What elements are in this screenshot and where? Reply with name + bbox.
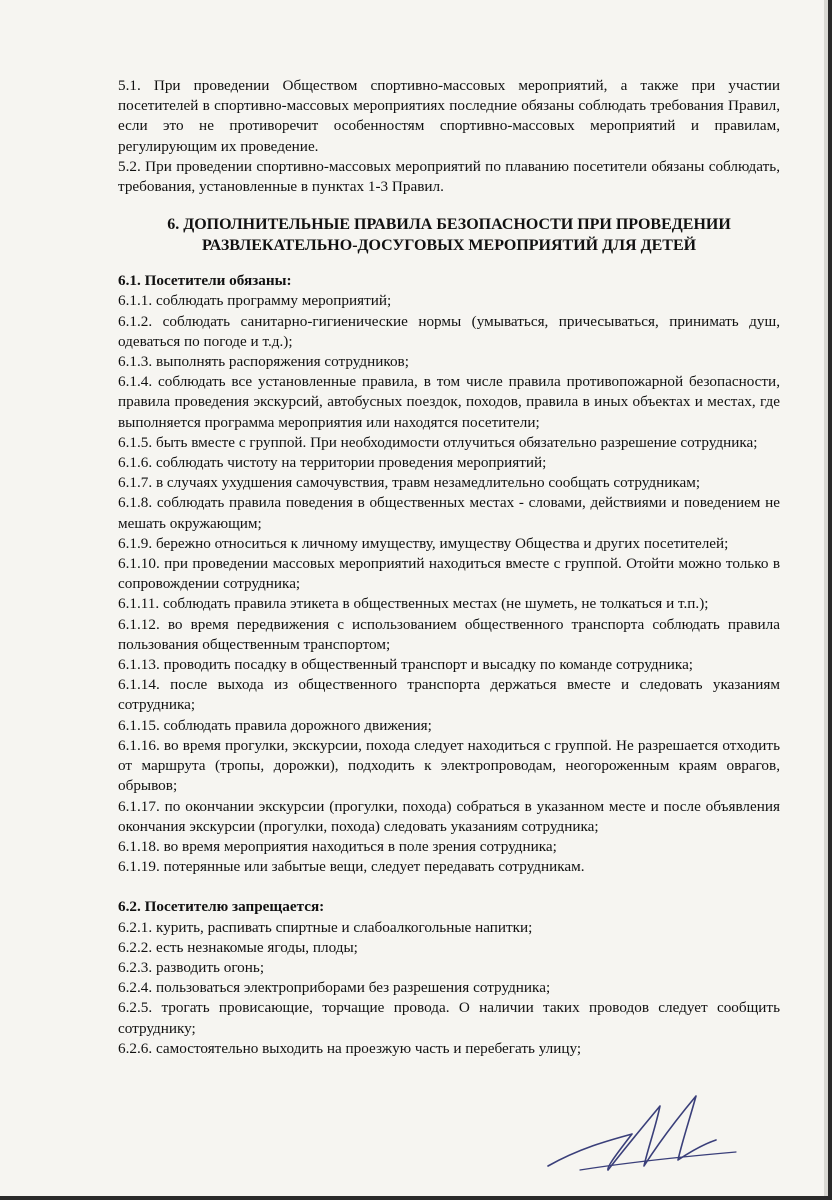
list-item: 6.1.2. соблюдать санитарно-гигиенические нормы (умываться, причесываться, принимать душ, одеваться по погоде и т.д.);: [118, 312, 780, 350]
list-item: 6.1.19. потерянные или забытые вещи, следует передавать сотрудникам.: [118, 858, 585, 876]
list-item: 6.1.5. быть вместе с группой. При необходимости отлучиться обязательно разрешение сотрудника;: [118, 433, 758, 451]
list-item: 6.1.8. соблюдать правила поведения в общественных местах - словами, действиями и поведением не мешать окружающим;: [118, 494, 780, 532]
list-item: 6.1.3. выполнять распоряжения сотрудников;: [118, 353, 409, 371]
subsection-6-2-heading: 6.2. Посетителю запрещается:: [118, 898, 325, 916]
list-item: 6.2.2. есть незнакомые ягоды, плоды;: [118, 938, 358, 956]
list-item: 6.1.6. соблюдать чистоту на территории проведения мероприятий;: [118, 454, 547, 472]
document-body: [118, 76, 780, 1059]
list-item: 6.1.18. во время мероприятия находиться в поле зрения сотрудника;: [118, 837, 557, 855]
subsection-6-1-heading: 6.1. Посетители обязаны:: [118, 272, 292, 290]
list-item: 6.2.1. курить, распивать спиртные и слабоалкогольные напитки;: [118, 918, 533, 936]
section-gap: [118, 877, 780, 897]
paragraph-5-1: 5.1. При проведении Обществом спортивно-массовых мероприятий, а также при участии посетителей в спортивно-массовых мероприятиях последние обязаны соблюдать требования Правил, если это не противоречит особенностям спортивно-массовых мероприятий и правилам, регулирующим их проведение.: [118, 77, 780, 155]
list-item: 6.1.14. после выхода из общественного транспорта держаться вместе и следовать указаниям сотрудника;: [118, 676, 780, 714]
list-item: 6.1.7. в случаях ухудшения самочувствия, травм незамедлительно сообщать сотрудникам;: [118, 474, 701, 492]
list-item: 6.1.17. по окончании экскурсии (прогулки, похода) собраться в указанном месте и после объявления окончания экскурсии (прогулки, похода) следовать указаниям сотрудника;: [118, 797, 780, 835]
list-item: 6.1.10. при проведении массовых мероприятий находиться вместе с группой. Отойти можно только в сопровождении сотрудника;: [118, 555, 780, 593]
list-item: 6.2.6. самостоятельно выходить на проезжую часть и перебегать улицу;: [118, 1039, 582, 1057]
list-item: 6.1.16. во время прогулки, экскурсии, похода следует находиться с группой. Не разрешается отходить от маршрута (тропы, дорожки), подходить к электропроводам, неогороженным краям оврагов, обрывов;: [118, 736, 780, 795]
list-item: 6.1.12. во время передвижения с использованием общественного транспорта соблюдать правила пользования общественным транспортом;: [118, 615, 780, 653]
section-6-title: 6. ДОПОЛНИТЕЛЬНЫЕ ПРАВИЛА БЕЗОПАСНОСТИ ПРИ ПРОВЕДЕНИИ РАЗВЛЕКАТЕЛЬНО-ДОСУГОВЫХ МЕРОПРИЯТИЙ ДЛЯ ДЕТЕЙ: [167, 216, 731, 255]
paragraph-5-2: 5.2. При проведении спортивно-массовых мероприятий по плаванию посетители обязаны соблюдать, требования, установленные в пунктах 1-3 Правил.: [118, 157, 780, 196]
list-item: 6.1.11. соблюдать правила этикета в общественных местах (не шуметь, не толкаться и т.п.);: [118, 595, 709, 613]
list-item: 6.2.3. разводить огонь;: [118, 958, 265, 976]
list-item: 6.2.5. трогать провисающие, торчащие провода. О наличии таких проводов следует сообщить сотруднику;: [118, 999, 780, 1037]
list-item: 6.1.13. проводить посадку в общественный транспорт и высадку по команде сотрудника;: [118, 656, 694, 674]
list-item: 6.2.4. пользоваться электроприборами без разрешения сотрудника;: [118, 979, 551, 997]
handwritten-signature: [540, 1082, 740, 1182]
list-item: 6.1.15. соблюдать правила дорожного движения;: [118, 716, 432, 734]
list-item: 6.1.9. бережно относиться к личному имуществу, имуществу Общества и других посетителей;: [118, 534, 729, 552]
list-item: 6.1.1. соблюдать программу мероприятий;: [118, 292, 392, 310]
list-item: 6.1.4. соблюдать все установленные правила, в том числе правила противопожарной безопасности, правила проведения экскурсий, автобусных поездок, походов, правила в иных объектах и местах, где выполняется программа мероприятия или находятся посетители;: [118, 373, 780, 431]
